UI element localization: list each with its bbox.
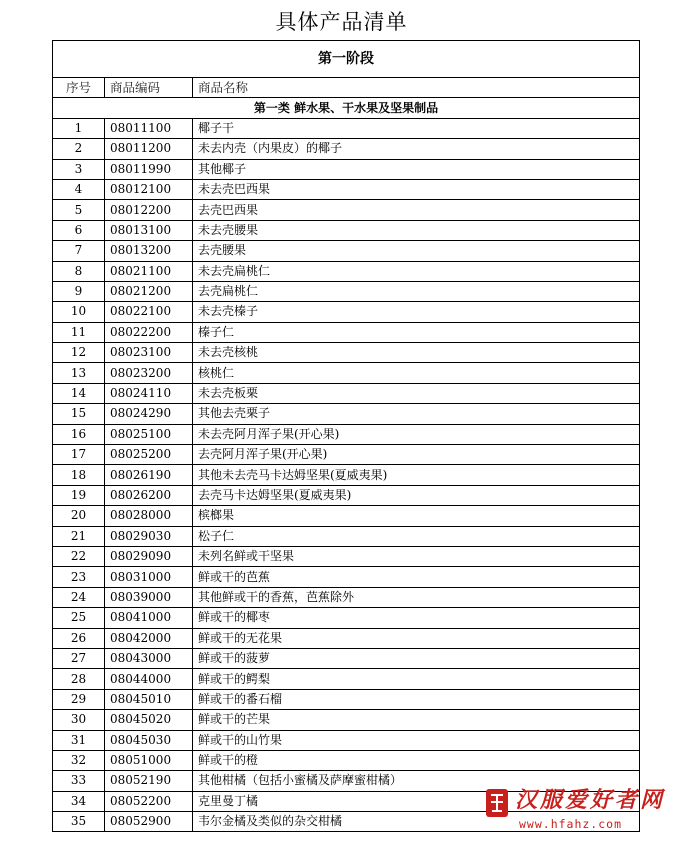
product-name-cell: 鲜或干的椰枣 bbox=[193, 608, 640, 628]
table-row bbox=[53, 730, 640, 750]
product-name-cell: 未去壳巴西果 bbox=[193, 179, 640, 199]
table-row bbox=[53, 220, 640, 240]
header-serial-number: 序号 bbox=[53, 78, 105, 98]
category-row bbox=[53, 98, 640, 118]
product-code-cell: 08044000 bbox=[105, 669, 193, 689]
product-code-cell: 08045030 bbox=[105, 730, 193, 750]
serial-number-cell: 27 bbox=[53, 648, 105, 668]
table-row bbox=[53, 302, 640, 322]
table-row bbox=[53, 546, 640, 566]
stage-title: 第一阶段 bbox=[53, 41, 640, 78]
table-row bbox=[53, 383, 640, 403]
product-code-cell: 08051000 bbox=[105, 750, 193, 770]
serial-number-cell: 14 bbox=[53, 383, 105, 403]
product-code-cell: 08022200 bbox=[105, 322, 193, 342]
product-name-cell: 其他未去壳马卡达姆坚果(夏威夷果) bbox=[193, 465, 640, 485]
product-code-cell: 08011200 bbox=[105, 139, 193, 159]
product-name-cell: 去壳扁桃仁 bbox=[193, 281, 640, 301]
serial-number-cell: 19 bbox=[53, 485, 105, 505]
product-name-cell: 鲜或干的番石榴 bbox=[193, 689, 640, 709]
serial-number-cell: 16 bbox=[53, 424, 105, 444]
serial-number-cell: 5 bbox=[53, 200, 105, 220]
product-code-cell: 08021100 bbox=[105, 261, 193, 281]
serial-number-cell: 24 bbox=[53, 587, 105, 607]
product-code-cell: 08025100 bbox=[105, 424, 193, 444]
product-name-cell: 鲜或干的山竹果 bbox=[193, 730, 640, 750]
serial-number-cell: 28 bbox=[53, 669, 105, 689]
product-code-cell: 08052200 bbox=[105, 791, 193, 811]
serial-number-cell: 9 bbox=[53, 281, 105, 301]
serial-number-cell: 31 bbox=[53, 730, 105, 750]
product-code-cell: 08028000 bbox=[105, 506, 193, 526]
product-code-cell: 08052190 bbox=[105, 771, 193, 791]
table-row bbox=[53, 485, 640, 505]
serial-number-cell: 17 bbox=[53, 445, 105, 465]
table-row bbox=[53, 424, 640, 444]
table-row bbox=[53, 139, 640, 159]
table-row bbox=[53, 648, 640, 668]
table-row bbox=[53, 710, 640, 730]
serial-number-cell: 6 bbox=[53, 220, 105, 240]
table-row bbox=[53, 608, 640, 628]
product-code-cell: 08026200 bbox=[105, 485, 193, 505]
product-code-cell: 08045010 bbox=[105, 689, 193, 709]
serial-number-cell: 26 bbox=[53, 628, 105, 648]
serial-number-cell: 15 bbox=[53, 404, 105, 424]
product-code-cell: 08024290 bbox=[105, 404, 193, 424]
serial-number-cell: 35 bbox=[53, 812, 105, 832]
site-watermark bbox=[485, 786, 671, 838]
product-name-cell: 去壳阿月浑子果(开心果) bbox=[193, 445, 640, 465]
serial-number-cell: 8 bbox=[53, 261, 105, 281]
product-code-cell: 08029090 bbox=[105, 546, 193, 566]
product-code-cell: 08013100 bbox=[105, 220, 193, 240]
table-row bbox=[53, 526, 640, 546]
product-code-cell: 08043000 bbox=[105, 648, 193, 668]
category-title: 第一类 鲜水果、干水果及坚果制品 bbox=[53, 98, 640, 118]
serial-number-cell: 21 bbox=[53, 526, 105, 546]
table-row bbox=[53, 281, 640, 301]
serial-number-cell: 10 bbox=[53, 302, 105, 322]
product-name-cell: 未去内壳（内果皮）的椰子 bbox=[193, 139, 640, 159]
table-row bbox=[53, 159, 640, 179]
stage-row bbox=[53, 41, 640, 78]
product-name-cell: 未去壳核桃 bbox=[193, 343, 640, 363]
product-code-cell: 08023100 bbox=[105, 343, 193, 363]
serial-number-cell: 23 bbox=[53, 567, 105, 587]
serial-number-cell: 32 bbox=[53, 750, 105, 770]
serial-number-cell: 1 bbox=[53, 118, 105, 138]
product-name-cell: 松子仁 bbox=[193, 526, 640, 546]
product-name-cell: 鲜或干的菠萝 bbox=[193, 648, 640, 668]
table-row bbox=[53, 689, 640, 709]
product-name-cell: 未去壳阿月浑子果(开心果) bbox=[193, 424, 640, 444]
serial-number-cell: 2 bbox=[53, 139, 105, 159]
product-name-cell: 鲜或干的芒果 bbox=[193, 710, 640, 730]
table-row bbox=[53, 179, 640, 199]
product-name-cell: 核桃仁 bbox=[193, 363, 640, 383]
table-row bbox=[53, 506, 640, 526]
product-table-body bbox=[53, 41, 640, 832]
product-code-cell: 08013200 bbox=[105, 241, 193, 261]
table-row bbox=[53, 628, 640, 648]
product-code-cell: 08011100 bbox=[105, 118, 193, 138]
product-name-cell: 克里曼丁橘 bbox=[193, 791, 640, 811]
product-name-cell: 未去壳扁桃仁 bbox=[193, 261, 640, 281]
serial-number-cell: 22 bbox=[53, 546, 105, 566]
product-name-cell: 未去壳榛子 bbox=[193, 302, 640, 322]
table-row bbox=[53, 118, 640, 138]
product-name-cell: 鲜或干的橙 bbox=[193, 750, 640, 770]
product-code-cell: 08042000 bbox=[105, 628, 193, 648]
product-code-cell: 08023200 bbox=[105, 363, 193, 383]
table-row bbox=[53, 261, 640, 281]
table-row bbox=[53, 322, 640, 342]
serial-number-cell: 34 bbox=[53, 791, 105, 811]
product-name-cell: 未列名鲜或干坚果 bbox=[193, 546, 640, 566]
product-name-cell: 未去壳腰果 bbox=[193, 220, 640, 240]
product-code-cell: 08041000 bbox=[105, 608, 193, 628]
table-row bbox=[53, 200, 640, 220]
product-name-cell: 槟榔果 bbox=[193, 506, 640, 526]
table-row bbox=[53, 465, 640, 485]
header-row bbox=[53, 78, 640, 98]
table-row bbox=[53, 343, 640, 363]
table-row bbox=[53, 750, 640, 770]
product-name-cell: 椰子干 bbox=[193, 118, 640, 138]
product-name-cell: 榛子仁 bbox=[193, 322, 640, 342]
product-name-cell: 去壳巴西果 bbox=[193, 200, 640, 220]
product-name-cell: 未去壳板栗 bbox=[193, 383, 640, 403]
product-name-cell: 鲜或干的无花果 bbox=[193, 628, 640, 648]
serial-number-cell: 30 bbox=[53, 710, 105, 730]
document-title: 具体产品清单 bbox=[275, 10, 408, 34]
product-code-cell: 08025200 bbox=[105, 445, 193, 465]
product-name-cell: 韦尔金橘及类似的杂交柑橘 bbox=[193, 812, 640, 832]
table-row bbox=[53, 445, 640, 465]
product-code-cell: 08012200 bbox=[105, 200, 193, 220]
product-table bbox=[52, 40, 640, 832]
table-row bbox=[53, 587, 640, 607]
table-row bbox=[53, 363, 640, 383]
product-name-cell: 其他去壳栗子 bbox=[193, 404, 640, 424]
table-row bbox=[53, 404, 640, 424]
product-code-cell: 08039000 bbox=[105, 587, 193, 607]
table-row bbox=[53, 241, 640, 261]
serial-number-cell: 33 bbox=[53, 771, 105, 791]
header-product-code: 商品编码 bbox=[105, 78, 193, 98]
product-code-cell: 08052900 bbox=[105, 812, 193, 832]
serial-number-cell: 12 bbox=[53, 343, 105, 363]
table-row bbox=[53, 669, 640, 689]
serial-number-cell: 3 bbox=[53, 159, 105, 179]
product-code-cell: 08024110 bbox=[105, 383, 193, 403]
product-name-cell: 其他鲜或干的香蕉，芭蕉除外 bbox=[193, 587, 640, 607]
product-code-cell: 08012100 bbox=[105, 179, 193, 199]
product-code-cell: 08029030 bbox=[105, 526, 193, 546]
product-code-cell: 08021200 bbox=[105, 281, 193, 301]
product-code-cell: 08031000 bbox=[105, 567, 193, 587]
product-name-cell: 去壳腰果 bbox=[193, 241, 640, 261]
serial-number-cell: 18 bbox=[53, 465, 105, 485]
product-name-cell: 其他椰子 bbox=[193, 159, 640, 179]
watermark-url: www.hfahz.com bbox=[519, 817, 623, 831]
product-code-cell: 08022100 bbox=[105, 302, 193, 322]
serial-number-cell: 4 bbox=[53, 179, 105, 199]
product-code-cell: 08045020 bbox=[105, 710, 193, 730]
serial-number-cell: 11 bbox=[53, 322, 105, 342]
header-product-name: 商品名称 bbox=[193, 78, 640, 98]
product-name-cell: 鲜或干的鳄梨 bbox=[193, 669, 640, 689]
seal-stamp-icon bbox=[485, 788, 509, 818]
table-row bbox=[53, 567, 640, 587]
serial-number-cell: 20 bbox=[53, 506, 105, 526]
serial-number-cell: 7 bbox=[53, 241, 105, 261]
product-code-cell: 08026190 bbox=[105, 465, 193, 485]
product-name-cell: 去壳马卡达姆坚果(夏威夷果) bbox=[193, 485, 640, 505]
product-name-cell: 鲜或干的芭蕉 bbox=[193, 567, 640, 587]
serial-number-cell: 13 bbox=[53, 363, 105, 383]
serial-number-cell: 29 bbox=[53, 689, 105, 709]
product-name-cell: 其他柑橘（包括小蜜橘及萨摩蜜柑橘） bbox=[193, 771, 640, 791]
product-code-cell: 08011990 bbox=[105, 159, 193, 179]
serial-number-cell: 25 bbox=[53, 608, 105, 628]
watermark-site-name: 汉服爱好者网 bbox=[515, 787, 666, 813]
